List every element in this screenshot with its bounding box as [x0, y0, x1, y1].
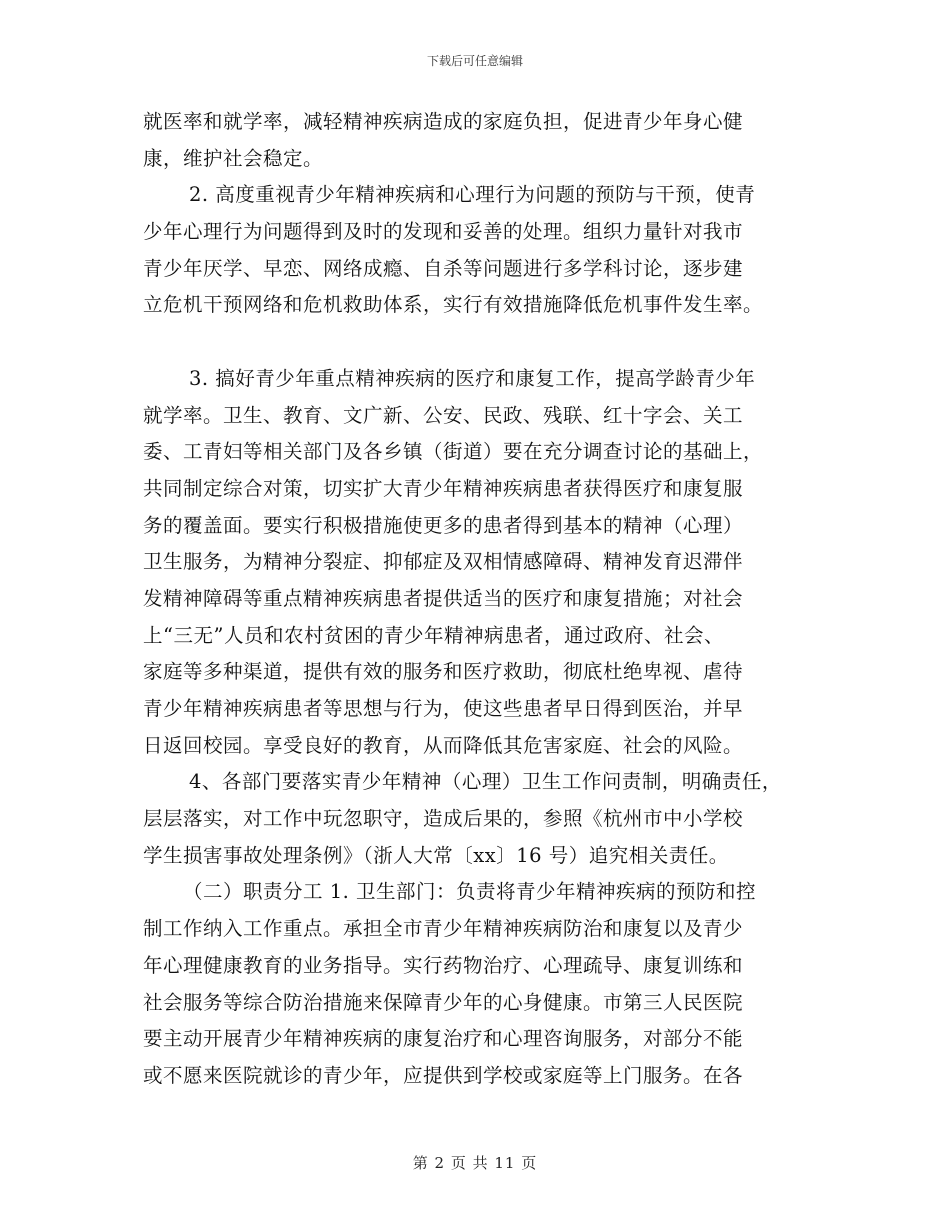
text-line: 2. 高度重视青少年精神疾病和心理行为问题的预防与干预，使青: [189, 183, 756, 207]
text-line: 青少年精神疾病患者等思想与行为，使这些患者早日得到医治，并早: [143, 697, 744, 720]
text-line: 4、各部门要落实青少年精神（心理）卫生工作问责制，明确责任，: [189, 770, 782, 794]
text-line: 委、工青妇等相关部门及各乡镇（街道）要在充分调查讨论的基础上，: [143, 440, 764, 464]
paragraph-gap: [143, 324, 823, 361]
text-line: 家庭等多种渠道，提供有效的服务和医疗救助，彻底杜绝卑视、虐待: [143, 660, 744, 684]
text-line: 年心理健康教育的业务指导。实行药物治疗、心理疏导、康复训练和: [143, 953, 744, 977]
text-line: 或不愿来医院就诊的青少年，应提供到学校或家庭等上门服务。在各: [143, 1063, 744, 1087]
text-line: 务的覆盖面。要实行积极措施使更多的患者得到基本的精神（心理）: [143, 513, 744, 537]
page-number: 第 2 页 共 11 页: [412, 1154, 538, 1172]
text-line: 就学率。卫生、教育、文广新、公安、民政、残联、红十字会、关工: [143, 403, 744, 427]
text-line: 立危机干预网络和危机救助体系，实行有效措施降低危机事件发生率。: [143, 293, 764, 317]
text-line: 制工作纳入工作重点。承担全市青少年精神疾病防治和康复以及青少: [143, 917, 744, 941]
text-line: 少年心理行为问题得到及时的发现和妥善的处理。组织力量针对我市: [143, 220, 744, 244]
text-line: 共同制定综合对策，切实扩大青少年精神疾病患者获得医疗和康复服: [143, 476, 744, 500]
text-line: （二）职责分工 1. 卫生部门：负责将青少年精神疾病的预防和控: [183, 880, 757, 904]
document-body: [143, 104, 823, 1095]
text-line: 学生损害事故处理条例》（浙人大常〔xx〕16 号）追究相关责任。: [143, 843, 729, 867]
text-line: 要主动开展青少年精神疾病的康复治疗和心理咨询服务，对部分不能: [143, 1027, 744, 1051]
page-header: 下载后可任意编辑: [426, 54, 523, 68]
text-line: 康，维护社会稳定。: [143, 146, 324, 170]
text-line: 发精神障碍等重点精神疾病患者提供适当的医疗和康复措施；对社会: [143, 586, 744, 610]
text-line: 卫生服务，为精神分裂症、抑郁症及双相情感障碍、精神发育迟滞伴: [143, 550, 744, 574]
text-line: 青少年厌学、早恋、网络成瘾、自杀等问题进行多学科讨论，逐步建: [143, 256, 744, 280]
text-line: 3. 搞好青少年重点精神疾病的医疗和康复工作，提高学龄青少年: [189, 366, 756, 390]
text-line: 层层落实，对工作中玩忽职守，造成后果的，参照《杭州市中小学校: [143, 807, 744, 831]
text-line: 上“三无”人员和农村贫困的青少年精神病患者，通过政府、社会、: [143, 623, 724, 647]
text-line: 就医率和就学率，减轻精神疾病造成的家庭负担，促进青少年身心健: [143, 110, 744, 133]
text-line: 社会服务等综合防治措施来保障青少年的心身健康。市第三人民医院: [143, 990, 744, 1014]
text-line: 日返回校园。享受良好的教育，从而降低其危害家庭、社会的风险。: [143, 733, 744, 757]
